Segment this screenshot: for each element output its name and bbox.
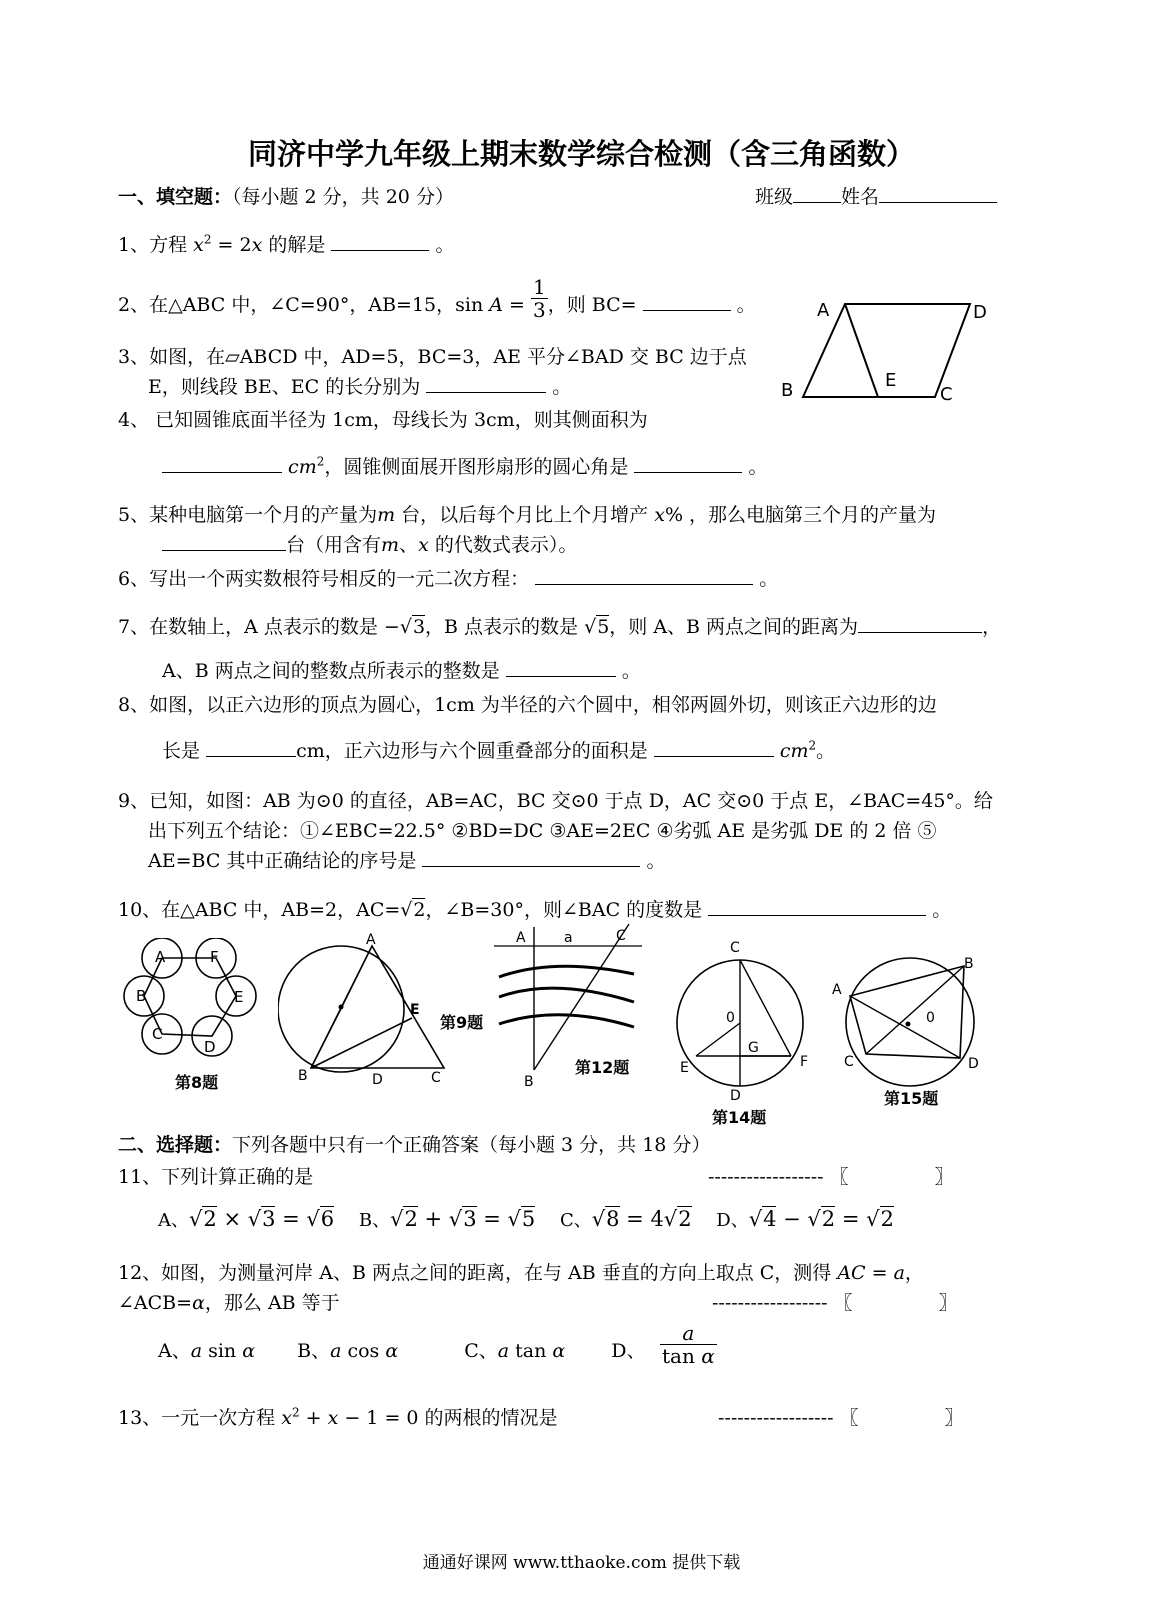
fig3-label-E: E	[885, 370, 897, 391]
q12-close: 〗	[938, 1292, 958, 1314]
q12-option-D-fraction: $\frac{a}{\text{tan α}}$	[662, 1321, 715, 1368]
svg-text:C: C	[844, 1054, 854, 1070]
question-12-cont: ∠ACB=α，那么 AB 等于	[118, 1292, 340, 1314]
question-9-cont-1: 出下列五个结论：①∠EBC=22.5° ②BD=DC ③AE=2EC ④劣弧 AE 是劣弧 DE 的 2 倍 ⑤	[148, 820, 937, 842]
q11-option-A[interactable]: A、	[158, 1210, 189, 1231]
q12-comma: ，	[904, 1262, 924, 1284]
figure-15	[826, 942, 986, 1090]
class-label: 班级	[755, 186, 794, 208]
page-title: 同济中学九年级上期末数学综合检测（含三角函数）	[247, 137, 915, 171]
question-10: 10、在△ABC 中，AB=2，AC=√2，∠B=30°，则∠BAC 的度数是 。	[118, 899, 952, 921]
q5-text-3: ，那么电脑第三个月的产量为	[689, 504, 937, 526]
svg-text:B: B	[136, 987, 147, 1005]
svg-text:G: G	[748, 1040, 759, 1056]
q12-text: 12、如图，为测量河岸 A、B 两点之间的距离，在与 AB 垂直的方向上取点 C，测得	[118, 1262, 832, 1284]
question-4: 4、 已知圆锥底面半径为 1cm，母线长为 3cm，则其侧面积为	[118, 409, 648, 431]
q12-option-A[interactable]: A、	[158, 1340, 191, 1362]
svg-text:C: C	[431, 1070, 441, 1086]
question-8: 8、如图，以正六边形的顶点为圆心，1cm 为半径的六个圆中，相邻两圆外切，则该正六边形的边	[118, 694, 937, 716]
q10-text: 10、在△ABC 中，AB=2，AC=	[118, 899, 401, 921]
question-13: 13、一元一次方程 $x^2 + x - 1 = 0$ 的两根的情况是	[118, 1405, 558, 1429]
q12-dash: ------------------ 〖	[712, 1292, 853, 1314]
svg-text:D: D	[968, 1056, 979, 1072]
q7-end: 。	[621, 660, 641, 682]
name-label: 姓名	[841, 186, 880, 208]
q6-text: 6、写出一个两实数根符号相反的一元二次方程：	[118, 568, 530, 590]
q2-end: 。	[736, 294, 756, 316]
section2-note: 下列各题中只有一个正确答案（每小题 3 分，共 18 分）	[232, 1134, 711, 1156]
q13-answer-bracket[interactable]	[718, 1403, 964, 1430]
question-9: 9、已知，如图：AB 为⊙0 的直径，AB=AC，BC 交⊙0 于点 D，AC 交⊙0 于点 E，∠BAC=45°。给	[118, 790, 993, 812]
q12-option-B[interactable]: B、	[297, 1340, 331, 1362]
q13-text: 13、一元一次方程	[118, 1407, 276, 1429]
question-5-cont: 台（用含有m、x 的代数式表示）。	[162, 530, 577, 557]
question-2: 2、在△ABC 中，∠C=90°，AB=15，sin A = $\frac{1}{3}$ ，则 BC= 。	[118, 274, 756, 322]
question-7-cont	[162, 656, 641, 683]
q4-end: 。	[748, 456, 768, 478]
q10-end: 。	[932, 899, 952, 921]
svg-text:F: F	[210, 948, 219, 966]
svg-text:C: C	[730, 940, 740, 956]
q10-text-2: ，∠B=30°，则∠BAC 的度数是	[425, 899, 703, 921]
q12-text-2: ∠ACB=	[118, 1292, 193, 1314]
q12-answer-bracket[interactable]	[712, 1288, 958, 1315]
section1-note: （每小题 2 分，共 20 分）	[232, 186, 454, 208]
svg-text:A: A	[516, 930, 526, 946]
q8-end: 。	[816, 740, 836, 762]
q5-text-2: 台，以后每个月比上个月增产	[401, 504, 649, 526]
question-5: 5、某种电脑第一个月的产量为m 台，以后每个月比上个月增产 x% ，那么电脑第三个月的产量为	[118, 504, 937, 526]
question-4-cont: $cm^2$，圆锥侧面展开图形扇形的圆心角是 。	[162, 452, 767, 479]
q11-answer-bracket[interactable]	[708, 1162, 954, 1189]
q11-dash: ------------------ 〖	[708, 1166, 849, 1188]
q7-text-3: ，则 A、B 两点之间的距离为	[609, 616, 859, 638]
svg-text:B: B	[298, 1068, 308, 1084]
q13-text-2: 的两根的情况是	[424, 1407, 558, 1429]
svg-text:E: E	[234, 988, 244, 1006]
section1-header	[118, 182, 454, 209]
svg-text:F: F	[800, 1054, 809, 1070]
q1-end: 。	[435, 234, 455, 256]
question-3-cont	[148, 372, 571, 399]
q4-text-2: ，圆锥侧面展开图形扇形的圆心角是	[324, 456, 629, 478]
figure-14-caption: 第14题	[712, 1108, 767, 1127]
q11-option-B[interactable]: B、	[358, 1210, 391, 1231]
q6-blank[interactable]	[535, 566, 753, 585]
class-field[interactable]	[793, 184, 841, 203]
q11-close: 〗	[934, 1166, 954, 1188]
q11-option-C[interactable]: C、	[559, 1210, 592, 1231]
question-7: 7、在数轴上，A 点表示的数是 −√3，B 点表示的数是 √5，则 A、B 两点之间的距离为 ，	[118, 616, 1002, 638]
svg-text:C: C	[616, 928, 626, 944]
student-info	[755, 182, 997, 209]
q9-end: 。	[646, 850, 666, 872]
q8-text-2: 长是	[162, 740, 201, 762]
q1-blank[interactable]	[331, 232, 429, 251]
figure-9	[278, 932, 453, 1092]
q13-close: 〗	[944, 1407, 964, 1429]
q9-text-3: AE=BC 其中正确结论的序号是	[148, 850, 417, 872]
q1-text: 1、方程	[118, 234, 188, 256]
q5-text-5: 、	[399, 534, 419, 556]
svg-text:D: D	[204, 1038, 216, 1056]
q1-text-2: 的解是	[268, 234, 326, 256]
svg-text:A: A	[832, 982, 842, 998]
svg-text:B: B	[524, 1074, 534, 1090]
q3-blank[interactable]	[426, 374, 546, 393]
figure-9-caption: 第9题	[440, 1013, 484, 1032]
q7-text-2: ，B 点表示的数是	[425, 616, 579, 638]
q5-text-6: 的代数式表示）。	[434, 534, 578, 556]
q13-dash: ------------------ 〖	[718, 1407, 859, 1429]
question-12: 12、如图，为测量河岸 A、B 两点之间的距离，在与 AB 垂直的方向上取点 C，测得 AC = a，	[118, 1262, 924, 1284]
q6-end: 。	[759, 568, 779, 590]
q8-text-3: cm，正六边形与六个圆重叠部分的面积是	[296, 740, 648, 762]
q12-options: A、a sin α B、a cos α C、a tan α D、	[158, 1340, 646, 1362]
svg-text:A: A	[155, 948, 166, 966]
svg-text:a: a	[564, 930, 573, 946]
q10-blank[interactable]	[708, 897, 926, 916]
fig3-label-B: B	[781, 380, 794, 401]
q9-blank[interactable]	[422, 848, 640, 867]
parallelogram-figure	[775, 292, 995, 407]
svg-text:A: A	[366, 932, 376, 948]
fig3-label-D: D	[973, 302, 987, 323]
q8-blank-1[interactable]	[206, 738, 296, 757]
q3-end: 。	[552, 376, 572, 398]
q2-blank[interactable]	[643, 292, 731, 311]
q11-options: A、√2 × √3 = √6 B、√2 + √3 = √5 C、√8 = 4√2 D、√4 − √2 = √2	[158, 1207, 894, 1231]
q7-blank-2[interactable]	[506, 658, 616, 677]
q11-option-D[interactable]: D、	[716, 1210, 749, 1231]
question-9-cont-2	[148, 846, 666, 873]
question-11: 11、下列计算正确的是	[118, 1166, 314, 1188]
q2-text: 2、在△ABC 中，∠C=90°，AB=15，	[118, 294, 456, 316]
question-6	[118, 564, 778, 591]
q12-option-C[interactable]: C、	[464, 1340, 498, 1362]
section1-heading: 一、填空题：	[118, 186, 233, 208]
q12-text-3: ，那么 AB 等于	[204, 1292, 340, 1314]
q5-text-4: 台（用含有	[286, 534, 382, 556]
fig3-label-A: A	[817, 300, 830, 321]
name-field[interactable]	[879, 184, 997, 203]
svg-text:0: 0	[926, 1010, 935, 1026]
figure-14	[672, 938, 822, 1103]
question-1: 1、方程 $x^2 = 2x$ 的解是 。	[118, 232, 455, 256]
q8-blank-2[interactable]	[654, 738, 774, 757]
q5-text: 5、某种电脑第一个月的产量为	[118, 504, 378, 526]
q2-text-2: ，则 BC=	[547, 294, 637, 316]
figure-15-caption: 第15题	[884, 1089, 939, 1108]
q7-comma: ，	[982, 616, 1002, 638]
q12-option-D[interactable]: D、	[611, 1340, 646, 1362]
figure-8	[122, 938, 262, 1063]
question-3: 3、如图，在▱ABCD 中，AD=5，BC=3，AE 平分∠BAD 交 BC 边于点	[118, 346, 747, 368]
section2-header	[118, 1130, 710, 1157]
svg-text:B: B	[964, 956, 974, 972]
page-footer: 通通好课网 www.tthaoke.com 提供下载	[422, 1553, 741, 1573]
q4-blank-2[interactable]	[634, 454, 742, 473]
svg-text:D: D	[730, 1088, 741, 1103]
figure-12	[494, 922, 654, 1092]
q7-text-4: A、B 两点之间的整数点所表示的整数是	[162, 660, 500, 682]
q7-text: 7、在数轴上，A 点表示的数是	[118, 616, 378, 638]
fig3-label-C: C	[940, 384, 953, 405]
svg-text:0: 0	[726, 1010, 735, 1026]
q7-blank-1[interactable]	[858, 614, 982, 633]
figure-8-caption: 第8题	[175, 1073, 219, 1092]
q3-text-2: E，则线段 BE、EC 的长分别为	[148, 376, 421, 398]
svg-text:E: E	[410, 1002, 420, 1018]
section2-heading: 二、选择题：	[118, 1134, 233, 1156]
svg-text:E: E	[680, 1060, 689, 1076]
q4-blank-1[interactable]	[162, 454, 282, 473]
q5-blank[interactable]	[162, 532, 286, 551]
svg-text:C: C	[152, 1025, 163, 1043]
question-8-cont: 长是 cm，正六边形与六个圆重叠部分的面积是 $cm^2$。	[162, 738, 836, 762]
figure-12-caption: 第12题	[575, 1058, 630, 1077]
svg-text:D: D	[372, 1072, 383, 1088]
